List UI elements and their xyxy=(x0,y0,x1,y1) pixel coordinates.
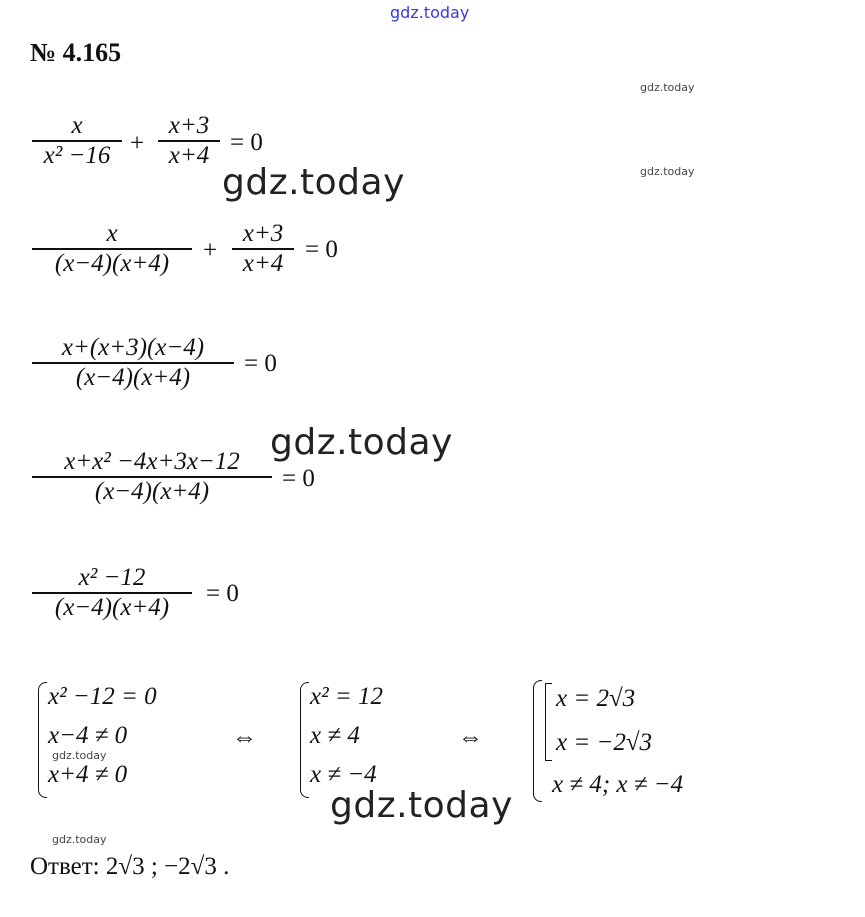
system-3-line-3: x ≠ 4; x ≠ −4 xyxy=(552,771,684,798)
system-brace xyxy=(533,680,542,802)
plus-sign: + xyxy=(130,130,145,157)
system-3-line-2: x = −2√3 xyxy=(556,729,653,756)
step2-fraction-1 xyxy=(32,220,192,278)
step1-fraction-2 xyxy=(158,112,220,170)
numerator: x+3 xyxy=(242,220,284,247)
watermark-small: gdz.today xyxy=(640,165,695,178)
numerator: x xyxy=(106,220,118,247)
denominator: (x−4)(x+4) xyxy=(94,477,210,505)
step4-fraction xyxy=(32,448,272,506)
numerator: x² −12 xyxy=(78,564,146,591)
equals-zero: = 0 xyxy=(305,236,338,263)
denominator: (x−4)(x+4) xyxy=(54,593,170,621)
union-bracket xyxy=(545,683,552,761)
system-brace xyxy=(38,682,47,798)
step2-fraction-2 xyxy=(232,220,294,278)
system-2-line-2: x ≠ 4 xyxy=(310,722,360,749)
problem-title: № 4.165 xyxy=(30,38,122,67)
step5-fraction xyxy=(32,564,192,622)
plus-sign: + xyxy=(203,237,218,264)
denominator: (x−4)(x+4) xyxy=(54,249,170,277)
denominator: x+4 xyxy=(242,249,284,277)
watermark-big: gdz.today xyxy=(270,422,453,463)
numerator: x+x² −4x+3x−12 xyxy=(64,448,240,475)
numerator: x xyxy=(71,112,83,139)
system-3-line-1: x = 2√3 xyxy=(556,685,636,712)
system-brace xyxy=(300,682,309,798)
equivalence-symbol: ⇔ xyxy=(232,724,257,751)
system-1-line-1: x² −12 = 0 xyxy=(48,683,157,710)
numerator: x+3 xyxy=(168,112,210,139)
watermark-small: gdz.today xyxy=(52,749,107,762)
answer xyxy=(30,853,229,881)
watermark-big: gdz.today xyxy=(222,162,405,203)
equals-zero: = 0 xyxy=(244,350,277,377)
answer-label: Ответ: xyxy=(30,853,100,880)
equals-zero: = 0 xyxy=(282,465,315,492)
answer-value: 2√3 ; −2√3 . xyxy=(105,853,230,880)
system-1-line-2: x−4 ≠ 0 xyxy=(48,722,128,749)
equivalence-symbol: ⇔ xyxy=(458,724,483,751)
step1-fraction-1 xyxy=(32,112,122,170)
watermark-big: gdz.today xyxy=(330,785,513,826)
denominator: x+4 xyxy=(168,141,210,169)
system-2-line-1: x² = 12 xyxy=(310,683,383,710)
watermark-small: gdz.today xyxy=(640,81,695,94)
system-2-line-3: x ≠ −4 xyxy=(310,761,377,788)
denominator: (x−4)(x+4) xyxy=(75,363,191,391)
system-1-line-3: x+4 ≠ 0 xyxy=(48,761,128,788)
numerator: x+(x+3)(x−4) xyxy=(61,334,205,361)
step3-fraction xyxy=(32,334,234,392)
denominator: x² −16 xyxy=(43,141,111,169)
watermark-top: gdz.today xyxy=(390,3,470,22)
watermark-small: gdz.today xyxy=(52,833,107,846)
equals-zero: = 0 xyxy=(230,129,263,156)
equals-zero: = 0 xyxy=(206,580,239,607)
